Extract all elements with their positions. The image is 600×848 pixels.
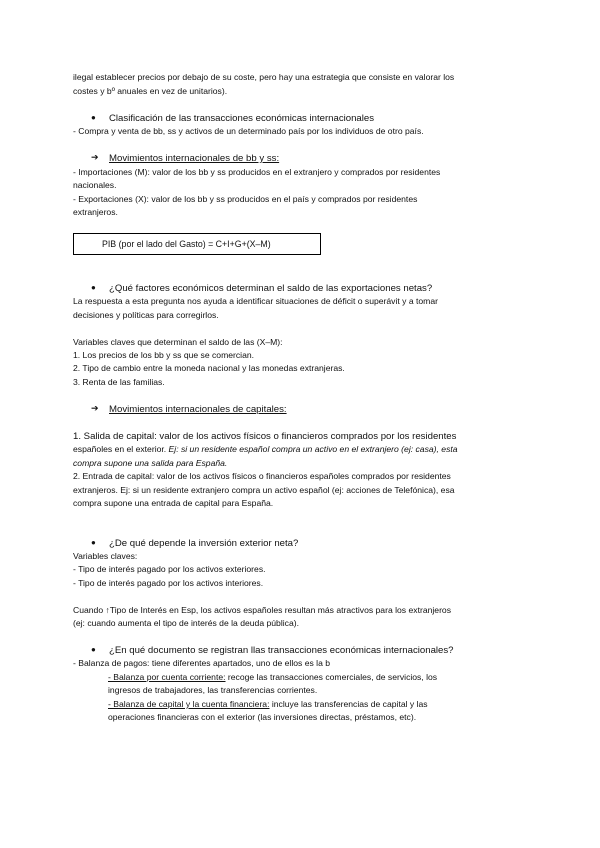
heading-documento: ¿En qué documento se registran llas transacciones económicas internacionales? bbox=[109, 645, 454, 656]
bullet-icon: ● bbox=[91, 113, 96, 122]
paragraph-line: Variables claves que determinan el saldo de las (X–M): bbox=[73, 337, 283, 347]
bullet-icon: ● bbox=[91, 645, 96, 654]
list-item: - Tipo de interés pagado por los activos interiores. bbox=[73, 578, 264, 588]
paragraph-line: operaciones financieras con el exterior (las inversiones directas, préstamos, etc). bbox=[108, 712, 417, 722]
paragraph-line: ilegal establecer precios por debajo de su coste, pero hay una estrategia que consiste en valorar los bbox=[73, 72, 455, 82]
paragraph-line bbox=[73, 443, 458, 456]
list-item: 1. Los precios de los bb y ss que se comercian. bbox=[73, 350, 255, 360]
paragraph-line: costes y bº anuales en vez de unitarios). bbox=[73, 86, 228, 96]
paragraph-line bbox=[108, 698, 428, 711]
list-item: 2. Tipo de cambio entre la moneda nacional y las monedas extranjeras. bbox=[73, 363, 345, 373]
paragraph-line: - Compra y venta de bb, ss y activos de un determinado país por los individuos de otro país. bbox=[73, 126, 424, 136]
bcc-label: - Balanza por cuenta corriente: bbox=[108, 672, 226, 682]
paragraph-line: - Balanza de pagos: tiene diferentes apartados, uno de ellos es la b bbox=[73, 658, 331, 668]
bcf-label: - Balanza de capital y la cuenta financiera: bbox=[108, 699, 270, 709]
paragraph-line: - Exportaciones (X): valor de los bb y ss producidos en el país y comprados por residentes bbox=[73, 194, 418, 204]
paragraph-line: Cuando ↑Tipo de Interés en Esp, los activos españoles resultan más atractivos para los extranjeros bbox=[73, 605, 452, 615]
arrow-icon: ➔ bbox=[91, 152, 99, 162]
subheading-bbss: Movimientos internacionales de bb y ss: bbox=[109, 153, 280, 164]
paragraph-line: Variables claves: bbox=[73, 551, 138, 561]
paragraph-line: 1. Salida de capital: valor de los activos físicos o financieros comprados por los residentes bbox=[73, 431, 457, 442]
subheading-capitales: Movimientos internacionales de capitales: bbox=[109, 404, 287, 415]
bullet-icon: ● bbox=[91, 283, 96, 292]
heading-factores: ¿Qué factores económicos determinan el saldo de las exportaciones netas? bbox=[109, 283, 433, 294]
text-span: incluye las transferencias de capital y las bbox=[269, 699, 428, 709]
bullet-icon: ● bbox=[91, 538, 96, 547]
paragraph-line: compra supone una salida para España. bbox=[73, 458, 228, 468]
paragraph-line: La respuesta a esta pregunta nos ayuda a identificar situaciones de déficit o superávit y a tomar bbox=[73, 296, 438, 306]
text-span: recoge las transacciones comerciales, de servicios, los bbox=[225, 672, 438, 682]
paragraph-line: decisiones y políticas para corregirlos. bbox=[73, 310, 219, 320]
paragraph-line: (ej: cuando aumenta el tipo de interés de la deuda pública). bbox=[73, 618, 299, 628]
paragraph-line bbox=[108, 671, 437, 684]
arrow-icon: ➔ bbox=[91, 403, 99, 413]
text-span: españoles en el exterior. bbox=[73, 444, 169, 454]
heading-inversion: ¿De qué depende la inversión exterior neta? bbox=[109, 538, 299, 549]
paragraph-line: 2. Entrada de capital: valor de los activos físicos o financieros españoles comprados por residentes bbox=[73, 471, 451, 481]
list-item: - Tipo de interés pagado por los activos exteriores. bbox=[73, 564, 266, 574]
paragraph-line: compra supone una entrada de capital para España. bbox=[73, 498, 274, 508]
paragraph-line: ingresos de trabajadores, las transferencias corrientes. bbox=[108, 685, 318, 695]
list-item: 3. Renta de las familias. bbox=[73, 377, 165, 387]
heading-clasificacion: Clasificación de las transacciones económicas internacionales bbox=[109, 113, 375, 124]
formula-box: PIB (por el lado del Gasto) = C+I+G+(X–M) bbox=[73, 233, 321, 255]
paragraph-line: extranjeros. bbox=[73, 207, 118, 217]
paragraph-line: extranjeros. Ej: si un residente extranjero compra un activo español (ej: acciones de Telefónica), esa bbox=[73, 485, 455, 495]
paragraph-line: - Importaciones (M): valor de los bb y ss producidos en el extranjero y comprados por residentes bbox=[73, 167, 441, 177]
paragraph-line: nacionales. bbox=[73, 180, 117, 190]
italic-example: Ej: si un residente español compra un activo en el extranjero (ej: casa), esta bbox=[168, 444, 458, 454]
